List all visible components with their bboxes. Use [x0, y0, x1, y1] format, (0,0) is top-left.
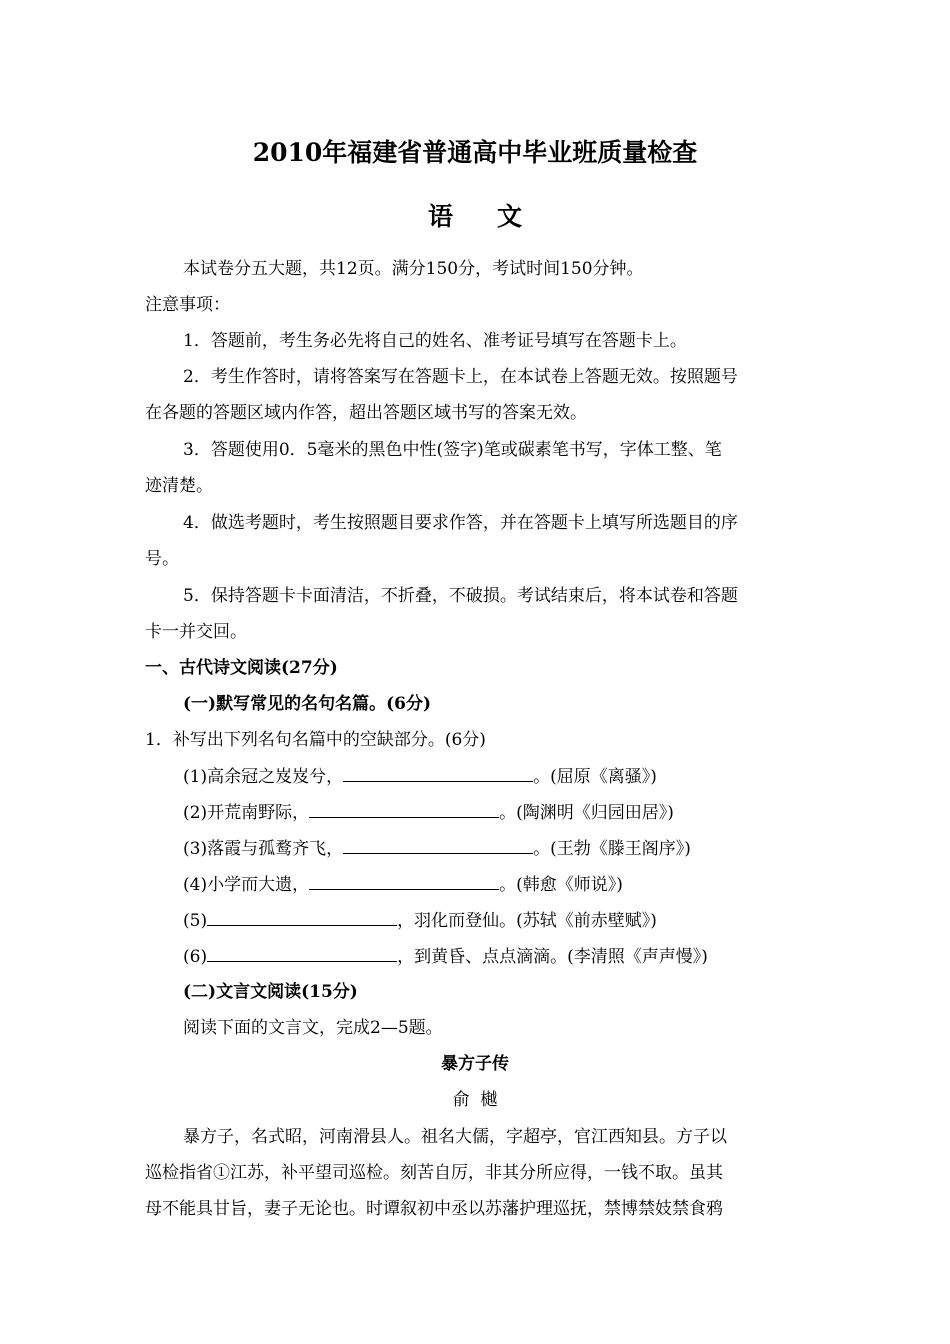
- answer-blank[interactable]: [207, 943, 397, 962]
- item-suffix: 。(王勃《滕王阁序》): [533, 839, 691, 859]
- part-heading: (二)文言文阅读(15分): [183, 982, 358, 1002]
- exam-summary: 本试卷分五大题，共12页。满分150分，考试时间150分钟。: [183, 259, 644, 279]
- item-prefix: (3)落霞与孤鹜齐飞，: [183, 839, 344, 859]
- item-prefix: (6): [183, 947, 208, 967]
- fill-blank-item: [183, 871, 815, 898]
- notice-line: 1．答题前，考生务必先将自己的姓名、准考证号填写在答题卡上。: [183, 331, 687, 351]
- fill-blank-item: [183, 835, 815, 862]
- notice-line: 2．考生作答时，请将答案写在答题卡上，在本试卷上答题无效。按照题号: [183, 367, 738, 387]
- item-suffix: 。(陶渊明《归园田居》): [499, 803, 674, 823]
- answer-blank[interactable]: [309, 871, 499, 890]
- answer-blank[interactable]: [309, 799, 499, 818]
- item-prefix: (1)高余冠之岌岌兮，: [183, 767, 344, 787]
- question-stem: 1．补写出下列名句名篇中的空缺部分。(6分): [145, 730, 486, 750]
- reading-instruction: 阅读下面的文言文，完成2—5题。: [183, 1018, 443, 1038]
- notice-line: 迹清楚。: [145, 476, 213, 496]
- passage-line: 母不能具甘旨，妻子无论也。时谭叙初中丞以苏藩护理巡抚，禁博禁妓禁食鸦: [145, 1199, 723, 1219]
- item-prefix: (4)小学而大遗，: [183, 875, 310, 895]
- notice-line: 4．做选考题时，考生按照题目要求作答，并在答题卡上填写所选题目的序: [183, 513, 738, 533]
- item-suffix: 。(韩愈《师说》): [499, 875, 623, 895]
- fill-blank-item: [183, 763, 815, 790]
- notice-line: 号。: [145, 549, 179, 569]
- passage-line: 暴方子，名式昭，河南滑县人。祖名大儒，字超亭，官江西知县。方子以: [183, 1127, 727, 1147]
- item-suffix: 。(屈原《离骚》): [533, 767, 657, 787]
- subject-title: 语文: [427, 202, 566, 231]
- section-heading: 一、古代诗文阅读(27分): [145, 658, 338, 678]
- item-suffix: ，羽化而登仙。(苏轼《前赤壁赋》): [397, 911, 657, 931]
- answer-blank[interactable]: [207, 907, 397, 926]
- fill-blank-item: [183, 943, 815, 970]
- fill-blank-item: [183, 907, 815, 934]
- notice-heading: 注意事项：: [145, 295, 230, 315]
- answer-blank[interactable]: [343, 763, 533, 782]
- item-prefix: (2)开荒南野际，: [183, 803, 310, 823]
- notice-line: 卡一并交回。: [145, 622, 247, 642]
- passage-title: 暴方子传: [441, 1054, 509, 1074]
- notice-line: 5．保持答题卡卡面清洁，不折叠，不破损。考试结束后，将本试卷和答题: [183, 586, 738, 606]
- fill-blank-item: [183, 799, 815, 826]
- answer-blank[interactable]: [343, 835, 533, 854]
- item-prefix: (5): [183, 911, 208, 931]
- passage-line: 巡检指省①江苏，补平望司巡检。刻苦自厉，非其分所应得，一钱不取。虽其: [145, 1163, 723, 1183]
- passage-author: 俞 樾: [452, 1090, 498, 1110]
- part-heading: (一)默写常见的名句名篇。(6分): [183, 694, 432, 714]
- exam-title: 2010年福建省普通高中毕业班质量检查: [252, 138, 698, 167]
- item-suffix: ，到黄昏、点点滴滴。(李清照《声声慢》): [397, 947, 708, 967]
- notice-line: 3．答题使用0．5毫米的黑色中性(签字)笔或碳素笔书写，字体工整、笔: [183, 440, 722, 460]
- notice-line: 在各题的答题区域内作答，超出答题区域书写的答案无效。: [145, 403, 587, 423]
